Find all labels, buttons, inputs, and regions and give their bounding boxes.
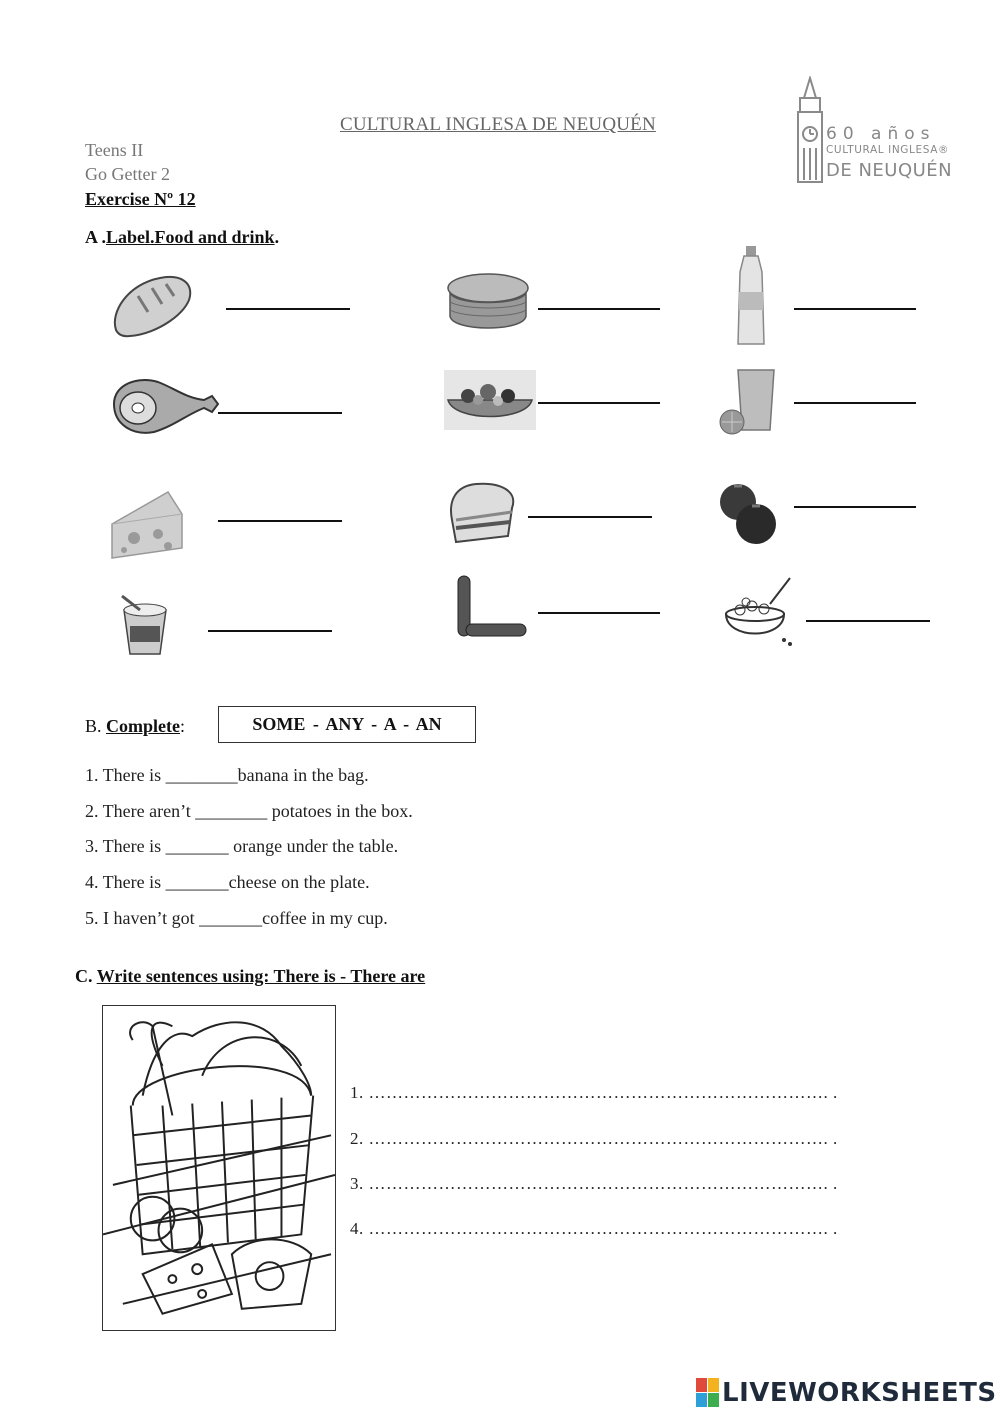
answer-line[interactable]: [218, 520, 342, 522]
answer-line[interactable]: [528, 516, 652, 518]
writing-line[interactable]: 3. ……………………………………………………………………. .: [350, 1174, 838, 1193]
answer-line[interactable]: [208, 630, 332, 632]
logo-city: DE NEUQUÉN: [826, 160, 953, 181]
answer-line[interactable]: [538, 612, 660, 614]
cereal-icon: [720, 574, 800, 658]
picnic-basket-illustration-icon: [102, 1005, 336, 1331]
bread-icon: [108, 272, 194, 340]
school-name: CULTURAL INGLESA DE NEUQUÉN: [340, 114, 656, 135]
sentence-item: 3. There is _______ orange under the table.: [85, 836, 399, 856]
salad-icon: [444, 370, 536, 430]
exercise-number: Exercise Nº 12: [85, 189, 196, 209]
logo-years: 60 años: [826, 124, 936, 144]
water-bottle-icon: [730, 244, 772, 348]
sentence-item: 1. There is ________banana in the bag.: [85, 765, 369, 785]
answer-line[interactable]: [218, 412, 342, 414]
juice-icon: [718, 366, 778, 438]
sentence-item: 4. There is _______cheese on the plate.: [85, 872, 370, 892]
ham-icon: [108, 374, 220, 436]
answer-line[interactable]: [806, 620, 930, 622]
writing-line[interactable]: 4. ……………………………………………………………………. .: [350, 1219, 838, 1238]
liveworksheets-badge-icon: [696, 1378, 720, 1408]
course-level: Teens II: [85, 140, 144, 160]
tomatoes-icon: [718, 480, 780, 546]
answer-line[interactable]: [538, 402, 660, 404]
word-bank: SOME - ANY - A - AN: [218, 706, 476, 743]
writing-line[interactable]: 1. ……………………………………………………………………. .: [350, 1083, 838, 1102]
sandwich-icon: [446, 480, 520, 550]
sentence-item: 5. I haven’t got _______coffee in my cup.: [85, 908, 388, 928]
section-b-title: B. Complete:: [85, 716, 186, 736]
answer-line[interactable]: [226, 308, 350, 310]
section-c-title: C. Write sentences using: There is - There are: [75, 966, 426, 986]
yoghurt-icon: [116, 592, 174, 658]
writing-line[interactable]: 2. ……………………………………………………………………. .: [350, 1129, 838, 1148]
book-title: Go Getter 2: [85, 164, 170, 184]
cheese-icon: [108, 488, 186, 562]
pancakes-icon: [444, 266, 532, 338]
liveworksheets-logo: [696, 1376, 997, 1410]
sausages-icon: [452, 572, 530, 644]
answer-line[interactable]: [794, 506, 916, 508]
answer-line[interactable]: [538, 308, 660, 310]
liveworksheets-wordmark: LIVEWORKSHEETS: [722, 1378, 997, 1408]
section-a-title: A .Label.Food and drink.: [85, 227, 280, 247]
answer-line[interactable]: [794, 308, 916, 310]
sentence-item: 2. There aren’t ________ potatoes in the box.: [85, 801, 413, 821]
answer-line[interactable]: [794, 402, 916, 404]
logo-name: CULTURAL INGLESA®: [826, 144, 950, 156]
